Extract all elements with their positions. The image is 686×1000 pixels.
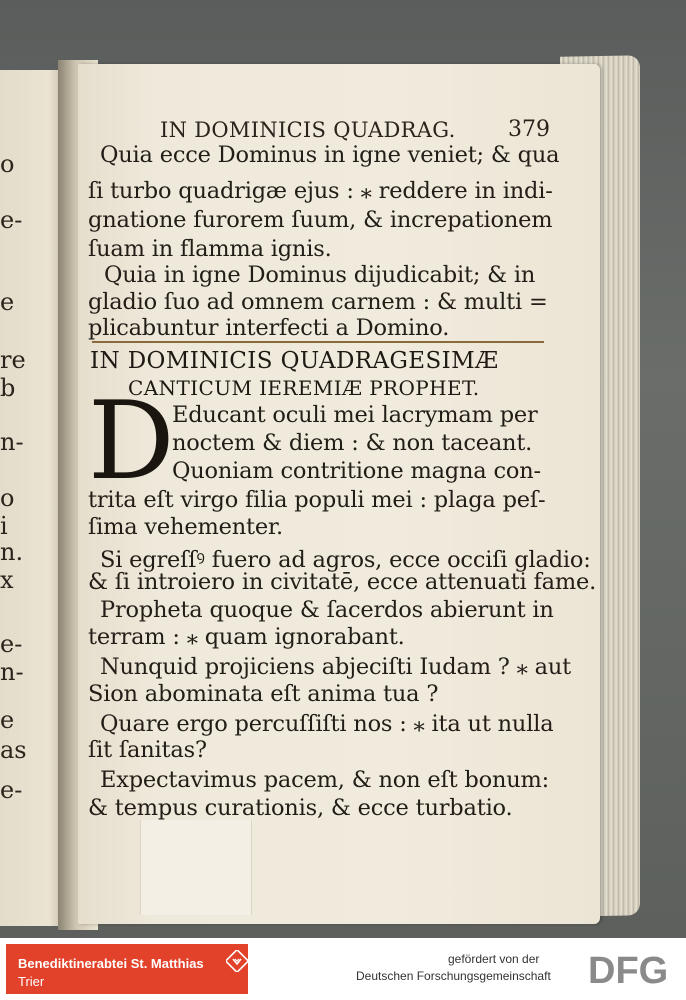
left-page-fragment: e bbox=[0, 288, 15, 316]
text-line: Expectavimus pacem, & non eſt bonum: bbox=[100, 767, 550, 793]
left-page-fragment: n- bbox=[0, 658, 24, 686]
left-page-fragment: e- bbox=[0, 630, 23, 658]
funder-name: Deutschen Forschungsgemeinschaft bbox=[356, 969, 551, 983]
drop-cap: D bbox=[88, 379, 175, 504]
institution-badge[interactable] bbox=[6, 944, 248, 994]
text-line: gladio ſuo ad omnem carnem : & multi = bbox=[88, 289, 548, 315]
funded-by-label: gefördert von der bbox=[448, 952, 540, 966]
institution-name: Benediktinerabtei St. Matthias bbox=[18, 956, 204, 971]
paper-strip bbox=[140, 820, 252, 915]
text-line: trita eſt virgo filia populi mei : plaga peſ- bbox=[88, 487, 546, 513]
abbey-emblem-icon bbox=[226, 950, 248, 972]
text-line: ſuam in flamma ignis. bbox=[88, 236, 332, 262]
dfg-logo-icon[interactable] bbox=[588, 950, 680, 988]
left-page-fragment: e- bbox=[0, 776, 23, 804]
left-page-fragment: e bbox=[0, 706, 15, 734]
text-line: Quoniam contritione magna con- bbox=[172, 458, 541, 484]
text-line: ſit ſanitas? bbox=[88, 737, 207, 763]
page-number: 379 bbox=[508, 117, 550, 142]
left-page-fragment: n- bbox=[0, 428, 24, 456]
left-page-fragment: re bbox=[0, 346, 26, 374]
left-page-fragment: i bbox=[0, 512, 8, 540]
dfg-logo-text: DFG bbox=[588, 950, 669, 988]
text-line: plicabuntur interfecti a Domino. bbox=[88, 315, 450, 341]
running-head: IN DOMINICIS QUADRAG. bbox=[160, 118, 456, 142]
text-line: ſima vehementer. bbox=[88, 514, 283, 540]
text-line: Quare ergo percuſſiſti nos : ⁎ ita ut nulla bbox=[100, 711, 554, 737]
text-line: gnatione furorem ſuum, & increpationem bbox=[88, 207, 553, 233]
left-page-fragment: x bbox=[0, 566, 14, 594]
left-page-fragment: e- bbox=[0, 206, 23, 234]
text-line: Educant oculi mei lacrymam per bbox=[172, 402, 538, 428]
text-line: Quia ecce Dominus in igne veniet; & qua bbox=[100, 142, 560, 168]
section-subheading: CANTICUM IEREMIÆ PROPHET. bbox=[128, 376, 480, 400]
section-heading: IN DOMINICIS QUADRAGESIMÆ bbox=[90, 348, 499, 374]
text-line: Si egreſſꝰ fuero ad agros, ecce occiſi gladio: bbox=[100, 547, 591, 573]
text-line: Sion abominata eſt anima tua ? bbox=[88, 681, 439, 707]
text-line: & tempus curationis, & ecce turbatio. bbox=[88, 795, 513, 821]
text-line: terram : ⁎ quam ignorabant. bbox=[88, 624, 405, 650]
section-rule bbox=[92, 341, 544, 343]
left-page-fragment: as bbox=[0, 736, 27, 764]
left-page-fragment: o bbox=[0, 484, 15, 512]
text-line: & ſi introiero in civitatē, ecce attenuati fame. bbox=[88, 569, 597, 595]
text-line: Propheta quoque & ſacerdos abierunt in bbox=[100, 597, 554, 623]
left-page-fragment: n. bbox=[0, 538, 24, 566]
text-line: ſi turbo quadrigæ ejus : ⁎ reddere in indi- bbox=[88, 178, 553, 204]
text-line: noctem & diem : & non taceant. bbox=[172, 430, 533, 456]
left-page-fragment: o bbox=[0, 150, 15, 178]
text-line: Quia in igne Dominus dijudicabit; & in bbox=[104, 262, 536, 288]
footer-banner bbox=[0, 938, 686, 1000]
text-line: Nunquid projiciens abjeciſti Iudam ? ⁎ aut bbox=[100, 654, 571, 680]
left-page-fragment: b bbox=[0, 374, 16, 402]
institution-city: Trier bbox=[18, 974, 45, 989]
